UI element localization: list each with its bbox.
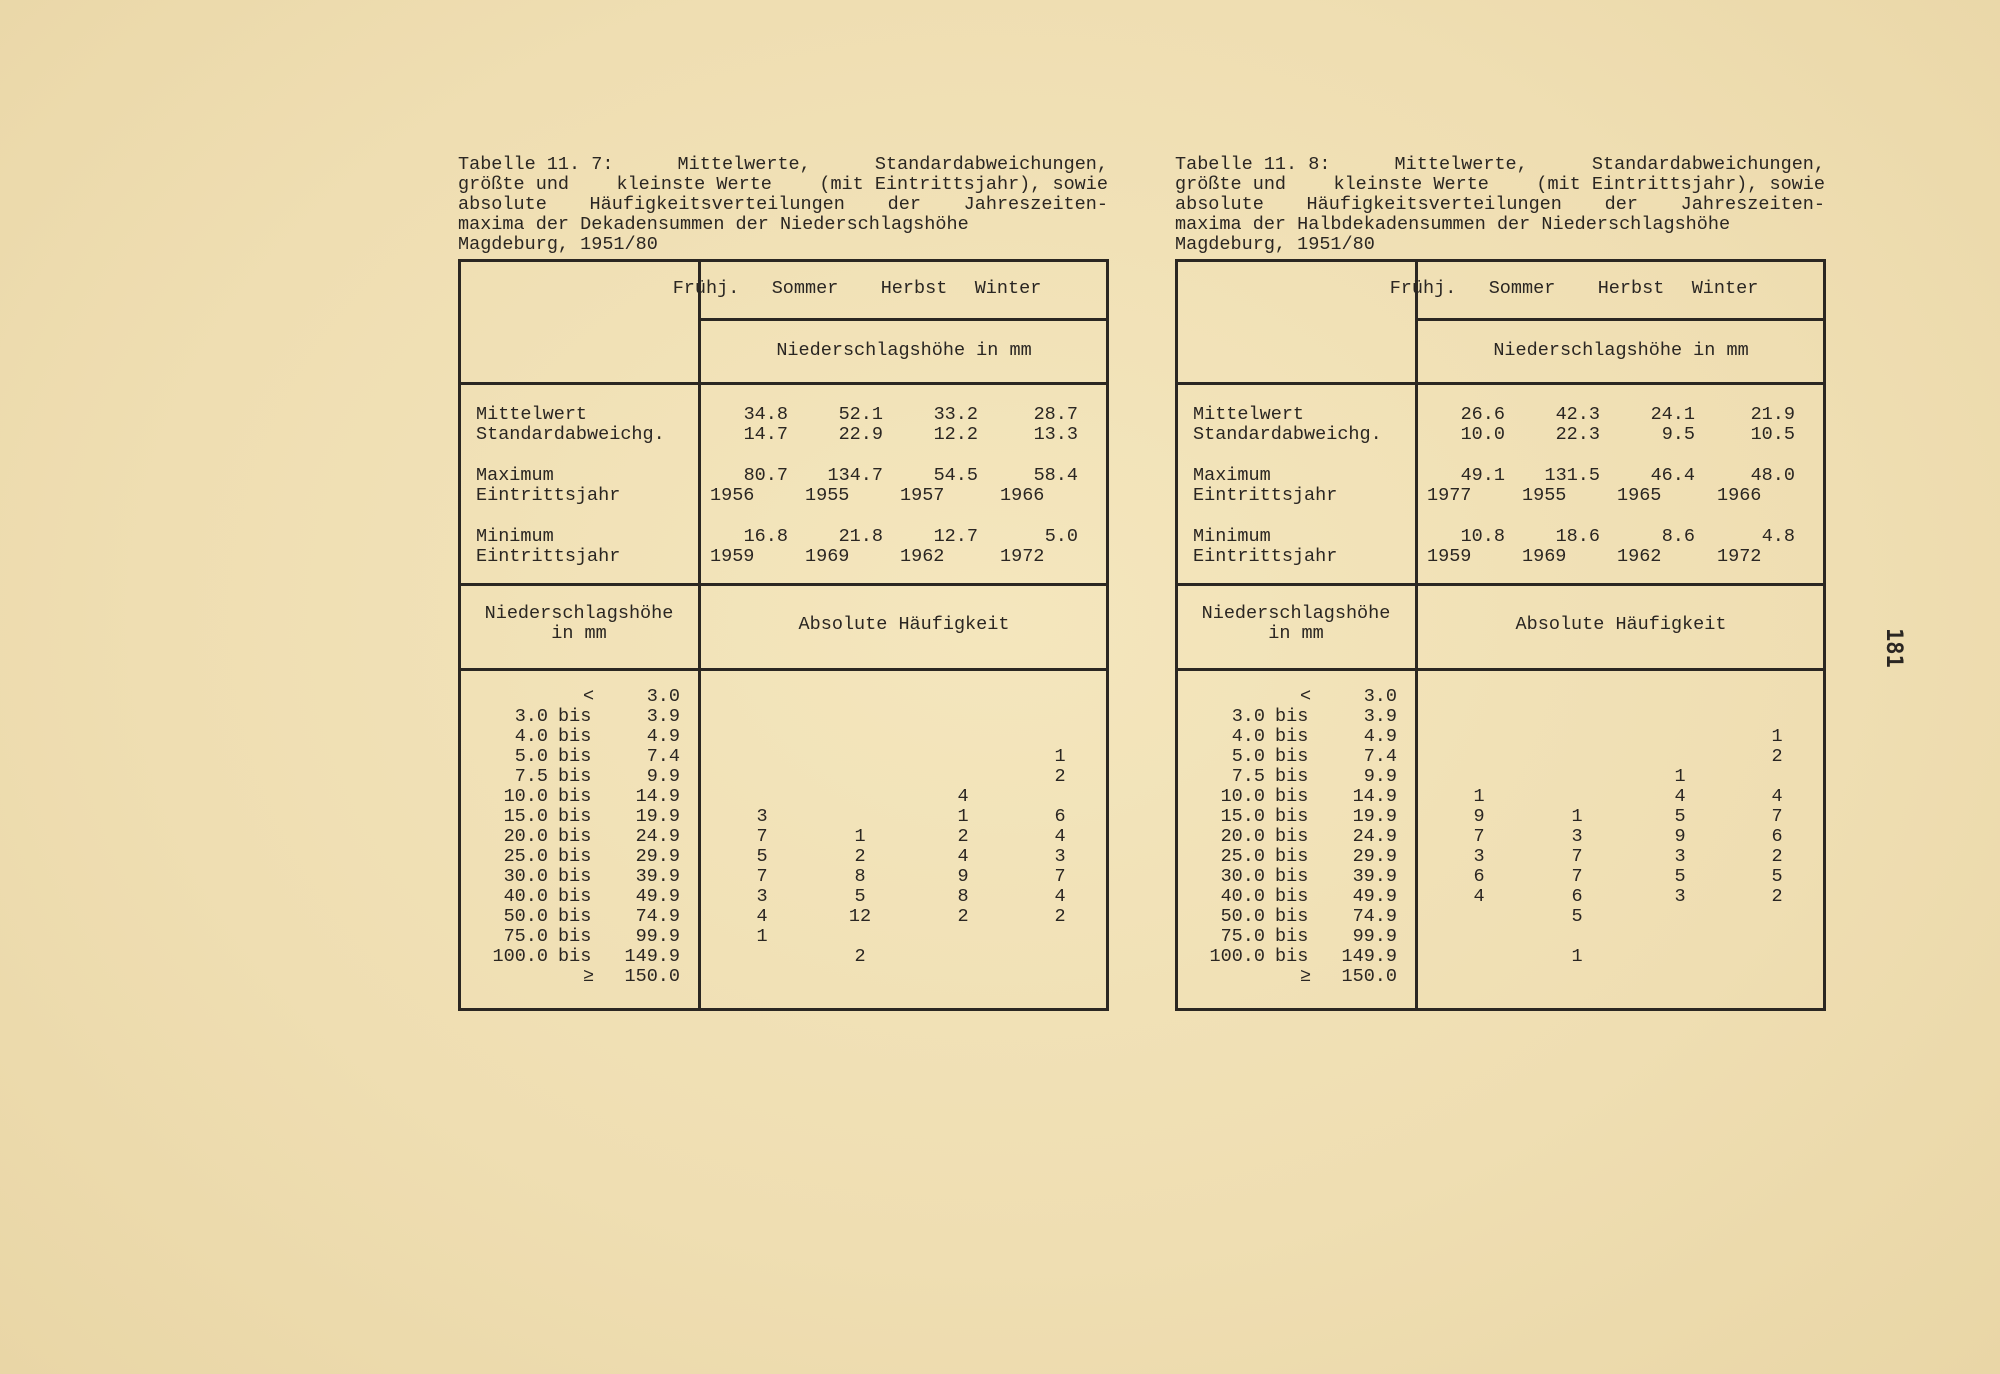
count-cell: 7 (1054, 866, 1066, 887)
class-from: 25.0 (1220, 846, 1265, 867)
caption-word: absolute (458, 194, 547, 215)
stat-value: 4.8 (1761, 526, 1795, 547)
caption-word: kleinste Werte (616, 174, 772, 195)
caption-line (458, 155, 1108, 175)
table-caption (458, 155, 1108, 259)
caption-word: Magdeburg, 1951/80 (1175, 234, 1375, 255)
count-cell: 2 (854, 946, 866, 967)
caption-word: maxima der Dekadensummen der Niederschlagshöhe (458, 214, 969, 235)
count-cell: 5 (1571, 906, 1583, 927)
caption-line (1175, 235, 1825, 255)
stat-value: 52.1 (838, 404, 883, 425)
stat-value: 1972 (1000, 546, 1045, 567)
class-bis: ≥ (583, 966, 595, 987)
class-from: 20.0 (1220, 826, 1265, 847)
class-from: 40.0 (503, 886, 548, 907)
stat-value: 1972 (1717, 546, 1762, 567)
stat-label: Eintrittsjahr (476, 485, 621, 506)
table-block-11-8 (1175, 155, 1825, 1009)
caption-word: Jahreszeiten- (1680, 194, 1825, 215)
count-cell: 6 (1771, 826, 1783, 847)
class-bis: bis (1275, 826, 1309, 847)
class-to: 24.9 (1352, 826, 1397, 847)
caption-line (458, 215, 1108, 235)
class-from: 50.0 (1220, 906, 1265, 927)
class-from: 20.0 (503, 826, 548, 847)
class-to: 99.9 (635, 926, 680, 947)
class-to: 3.9 (646, 706, 680, 727)
freq-header-left-unit: in mm (551, 623, 607, 644)
class-bis: bis (558, 826, 592, 847)
season-header: Winter (974, 278, 1042, 299)
class-from: 7.5 (1231, 766, 1265, 787)
stat-value: 1977 (1427, 485, 1472, 506)
table-rule (1106, 259, 1109, 1011)
count-cell: 2 (957, 826, 969, 847)
class-bis: bis (558, 906, 592, 927)
season-header: Sommer (1488, 278, 1556, 299)
caption-word: Magdeburg, 1951/80 (458, 234, 658, 255)
stat-value: 80.7 (743, 465, 788, 486)
data-table (458, 259, 1108, 1009)
stat-label: Mittelwert (1193, 404, 1305, 425)
count-cell: 4 (1674, 786, 1686, 807)
class-bis: bis (1275, 706, 1309, 727)
count-cell: 4 (957, 846, 969, 867)
caption-word: Tabelle 11. 8: (1175, 154, 1331, 175)
stat-label: Minimum (476, 526, 554, 547)
class-from: 100.0 (492, 946, 548, 967)
stat-value: 1969 (1522, 546, 1567, 567)
class-to: 49.9 (1352, 886, 1397, 907)
stat-value: 18.6 (1555, 526, 1600, 547)
class-from: 10.0 (1220, 786, 1265, 807)
unit-header: Niederschlagshöhe in mm (776, 340, 1032, 361)
stat-value: 12.2 (933, 424, 978, 445)
stat-value: 1966 (1000, 485, 1045, 506)
caption-line (458, 235, 1108, 255)
table-caption (1175, 155, 1825, 259)
caption-word: Häufigkeitsverteilungen (1306, 194, 1562, 215)
stat-value: 33.2 (933, 404, 978, 425)
count-cell: 9 (1473, 806, 1485, 827)
count-cell: 7 (1571, 846, 1583, 867)
class-from: 4.0 (1231, 726, 1265, 747)
stat-value: 134.7 (827, 465, 883, 486)
stat-label: Maximum (476, 465, 554, 486)
caption-line (458, 175, 1108, 195)
stat-value: 12.7 (933, 526, 978, 547)
class-bis: bis (1275, 946, 1309, 967)
stat-value: 9.5 (1661, 424, 1695, 445)
stat-value: 21.9 (1750, 404, 1795, 425)
class-to: 39.9 (635, 866, 680, 887)
class-to: 74.9 (1352, 906, 1397, 927)
class-bis: bis (1275, 766, 1309, 787)
class-bis: bis (1275, 906, 1309, 927)
class-to: 7.4 (1363, 746, 1397, 767)
caption-word: Standardabweichungen, (1591, 154, 1825, 175)
stat-label: Minimum (1193, 526, 1271, 547)
count-cell: 5 (854, 886, 866, 907)
class-to: 19.9 (1352, 806, 1397, 827)
class-bis: bis (558, 946, 592, 967)
stat-value: 1962 (900, 546, 945, 567)
stat-value: 1966 (1717, 485, 1762, 506)
class-from: 3.0 (1231, 706, 1265, 727)
caption-word: absolute (1175, 194, 1264, 215)
class-to: 3.9 (1363, 706, 1397, 727)
stat-value: 22.3 (1555, 424, 1600, 445)
class-from: 5.0 (514, 746, 548, 767)
count-cell: 1 (1473, 786, 1485, 807)
stat-value: 49.1 (1460, 465, 1505, 486)
table-rule (458, 1008, 1108, 1011)
class-from: 10.0 (503, 786, 548, 807)
class-bis: bis (558, 746, 592, 767)
caption-word: (mit Eintrittsjahr), sowie (819, 174, 1108, 195)
stat-value: 8.6 (1661, 526, 1695, 547)
count-cell: 7 (1473, 826, 1485, 847)
class-from: 100.0 (1209, 946, 1265, 967)
table-rule (458, 583, 1108, 586)
count-cell: 6 (1473, 866, 1485, 887)
count-cell: 9 (1674, 826, 1686, 847)
caption-word: maxima der Halbdekadensummen der Niederschlagshöhe (1175, 214, 1731, 235)
count-cell: 2 (1771, 886, 1783, 907)
stat-value: 16.8 (743, 526, 788, 547)
class-to: 14.9 (1352, 786, 1397, 807)
table-rule (458, 259, 1108, 262)
caption-line (458, 195, 1108, 215)
class-bis: bis (1275, 886, 1309, 907)
stat-label: Eintrittsjahr (476, 546, 621, 567)
freq-header-left-unit: in mm (1268, 623, 1324, 644)
freq-header-right: Absolute Häufigkeit (798, 614, 1010, 635)
class-bis: bis (558, 866, 592, 887)
count-cell: 7 (1771, 806, 1783, 827)
stat-value: 13.3 (1033, 424, 1078, 445)
count-cell: 1 (1674, 766, 1686, 787)
class-from: 40.0 (1220, 886, 1265, 907)
class-bis: bis (558, 726, 592, 747)
table-rule (1417, 318, 1825, 321)
class-bis: bis (558, 926, 592, 947)
count-cell: 3 (1571, 826, 1583, 847)
caption-word: Tabelle 11. 7: (458, 154, 614, 175)
stat-value: 28.7 (1033, 404, 1078, 425)
count-cell: 6 (1571, 886, 1583, 907)
count-cell: 5 (1674, 806, 1686, 827)
stat-value: 26.6 (1460, 404, 1505, 425)
class-bis: bis (558, 886, 592, 907)
class-to: 7.4 (646, 746, 680, 767)
stat-value: 21.8 (838, 526, 883, 547)
caption-word: Mittelwerte, (677, 154, 811, 175)
class-from: 15.0 (503, 806, 548, 827)
caption-line (1175, 155, 1825, 175)
stat-value: 22.9 (838, 424, 883, 445)
stat-value: 42.3 (1555, 404, 1600, 425)
freq-header-left: Niederschlagshöhe (1201, 603, 1391, 624)
class-bis: bis (558, 786, 592, 807)
class-bis: bis (558, 766, 592, 787)
class-to: 9.9 (646, 766, 680, 787)
count-cell: 9 (957, 866, 969, 887)
class-bis: bis (1275, 926, 1309, 947)
stat-value: 5.0 (1044, 526, 1078, 547)
count-cell: 1 (1771, 726, 1783, 747)
table-rule (1175, 668, 1825, 671)
stat-value: 24.1 (1650, 404, 1695, 425)
class-to: 14.9 (635, 786, 680, 807)
freq-header-right: Absolute Häufigkeit (1515, 614, 1727, 635)
class-from: 30.0 (503, 866, 548, 887)
stat-value: 14.7 (743, 424, 788, 445)
table-block-11-7 (458, 155, 1108, 1009)
stat-value: 1969 (805, 546, 850, 567)
stat-value: 1955 (1522, 485, 1567, 506)
class-bis: bis (1275, 746, 1309, 767)
class-to: 9.9 (1363, 766, 1397, 787)
count-cell: 3 (756, 806, 768, 827)
data-table (1175, 259, 1825, 1009)
count-cell: 12 (848, 906, 872, 927)
count-cell: 6 (1054, 806, 1066, 827)
class-from: 30.0 (1220, 866, 1265, 887)
class-to: 4.9 (1363, 726, 1397, 747)
caption-word: kleinste Werte (1333, 174, 1489, 195)
count-cell: 4 (756, 906, 768, 927)
class-bis: ≥ (1300, 966, 1312, 987)
count-cell: 3 (1674, 846, 1686, 867)
count-cell: 1 (854, 826, 866, 847)
count-cell: 2 (1054, 766, 1066, 787)
class-from: 5.0 (1231, 746, 1265, 767)
table-rule (700, 318, 1108, 321)
count-cell: 1 (1054, 746, 1066, 767)
stat-value: 1965 (1617, 485, 1662, 506)
stat-label: Maximum (1193, 465, 1271, 486)
count-cell: 2 (957, 906, 969, 927)
class-bis: bis (1275, 806, 1309, 827)
count-cell: 1 (1571, 806, 1583, 827)
class-bis: bis (1275, 846, 1309, 867)
count-cell: 7 (1571, 866, 1583, 887)
table-rule (1175, 1008, 1825, 1011)
caption-word: Jahreszeiten- (963, 194, 1108, 215)
class-bis: bis (1275, 786, 1309, 807)
count-cell: 4 (957, 786, 969, 807)
season-header: Herbst (1597, 278, 1665, 299)
table-rule (1175, 382, 1825, 385)
caption-word: Häufigkeitsverteilungen (589, 194, 845, 215)
stat-label: Eintrittsjahr (1193, 546, 1338, 567)
class-from: 75.0 (503, 926, 548, 947)
count-cell: 1 (957, 806, 969, 827)
class-from: 25.0 (503, 846, 548, 867)
season-header: Winter (1691, 278, 1759, 299)
table-rule (1823, 259, 1826, 1011)
class-to: 24.9 (635, 826, 680, 847)
count-cell: 5 (756, 846, 768, 867)
count-cell: 7 (756, 826, 768, 847)
stat-value: 1956 (710, 485, 755, 506)
stat-value: 46.4 (1650, 465, 1695, 486)
caption-word: (mit Eintrittsjahr), sowie (1536, 174, 1825, 195)
season-header: Sommer (771, 278, 839, 299)
class-to: 39.9 (1352, 866, 1397, 887)
stat-value: 1959 (1427, 546, 1472, 567)
stat-label: Eintrittsjahr (1193, 485, 1338, 506)
season-header: Frühj. (1389, 278, 1457, 299)
stat-value: 131.5 (1544, 465, 1600, 486)
count-cell: 4 (1771, 786, 1783, 807)
class-to: 4.9 (646, 726, 680, 747)
class-to: 3.0 (646, 686, 680, 707)
count-cell: 3 (756, 886, 768, 907)
count-cell: 3 (1674, 886, 1686, 907)
table-rule (1175, 259, 1825, 262)
class-to: 149.9 (624, 946, 680, 967)
stat-value: 34.8 (743, 404, 788, 425)
table-rule (1175, 583, 1825, 586)
class-to: 19.9 (635, 806, 680, 827)
stat-value: 10.8 (1460, 526, 1505, 547)
season-header: Herbst (880, 278, 948, 299)
count-cell: 2 (1771, 746, 1783, 767)
count-cell: 2 (1054, 906, 1066, 927)
caption-word: größte und (1175, 174, 1287, 195)
class-bis: bis (558, 706, 592, 727)
unit-header: Niederschlagshöhe in mm (1493, 340, 1749, 361)
caption-line (1175, 215, 1825, 235)
class-bis: bis (558, 846, 592, 867)
class-to: 74.9 (635, 906, 680, 927)
class-to: 29.9 (1352, 846, 1397, 867)
count-cell: 1 (756, 926, 768, 947)
class-from: 4.0 (514, 726, 548, 747)
stat-value: 1955 (805, 485, 850, 506)
count-cell: 1 (1571, 946, 1583, 967)
caption-line (1175, 175, 1825, 195)
class-bis: bis (558, 806, 592, 827)
freq-header-left: Niederschlagshöhe (484, 603, 674, 624)
stat-value: 10.5 (1750, 424, 1795, 445)
table-rule (698, 259, 701, 1011)
stat-value: 10.0 (1460, 424, 1505, 445)
count-cell: 3 (1054, 846, 1066, 867)
class-bis: < (583, 686, 595, 707)
caption-line (1175, 195, 1825, 215)
count-cell: 7 (756, 866, 768, 887)
class-to: 149.9 (1341, 946, 1397, 967)
count-cell: 8 (957, 886, 969, 907)
count-cell: 8 (854, 866, 866, 887)
count-cell: 2 (1771, 846, 1783, 867)
stat-label: Standardabweichg. (476, 424, 665, 445)
class-to: 29.9 (635, 846, 680, 867)
class-from: 3.0 (514, 706, 548, 727)
caption-word: der (1604, 194, 1638, 215)
class-from: 7.5 (514, 766, 548, 787)
caption-word: der (887, 194, 921, 215)
class-to: 49.9 (635, 886, 680, 907)
table-rule (458, 668, 1108, 671)
season-header: Frühj. (672, 278, 740, 299)
count-cell: 4 (1054, 886, 1066, 907)
count-cell: 4 (1473, 886, 1485, 907)
class-to: 150.0 (624, 966, 680, 987)
stat-value: 58.4 (1033, 465, 1078, 486)
stat-value: 1959 (710, 546, 755, 567)
class-bis: bis (1275, 726, 1309, 747)
stat-value: 54.5 (933, 465, 978, 486)
caption-word: größte und (458, 174, 570, 195)
stat-value: 48.0 (1750, 465, 1795, 486)
class-to: 3.0 (1363, 686, 1397, 707)
class-to: 150.0 (1341, 966, 1397, 987)
class-bis: bis (1275, 866, 1309, 887)
caption-word: Standardabweichungen, (874, 154, 1108, 175)
class-bis: < (1300, 686, 1312, 707)
stat-value: 1957 (900, 485, 945, 506)
stat-value: 1962 (1617, 546, 1662, 567)
table-rule (458, 382, 1108, 385)
stat-label: Standardabweichg. (1193, 424, 1382, 445)
table-rule (1415, 259, 1418, 1011)
page-number: 181 (1881, 628, 1906, 668)
count-cell: 5 (1771, 866, 1783, 887)
stat-label: Mittelwert (476, 404, 588, 425)
count-cell: 3 (1473, 846, 1485, 867)
class-to: 99.9 (1352, 926, 1397, 947)
class-from: 15.0 (1220, 806, 1265, 827)
count-cell: 4 (1054, 826, 1066, 847)
count-cell: 5 (1674, 866, 1686, 887)
count-cell: 2 (854, 846, 866, 867)
class-from: 75.0 (1220, 926, 1265, 947)
caption-word: Mittelwerte, (1394, 154, 1528, 175)
class-from: 50.0 (503, 906, 548, 927)
